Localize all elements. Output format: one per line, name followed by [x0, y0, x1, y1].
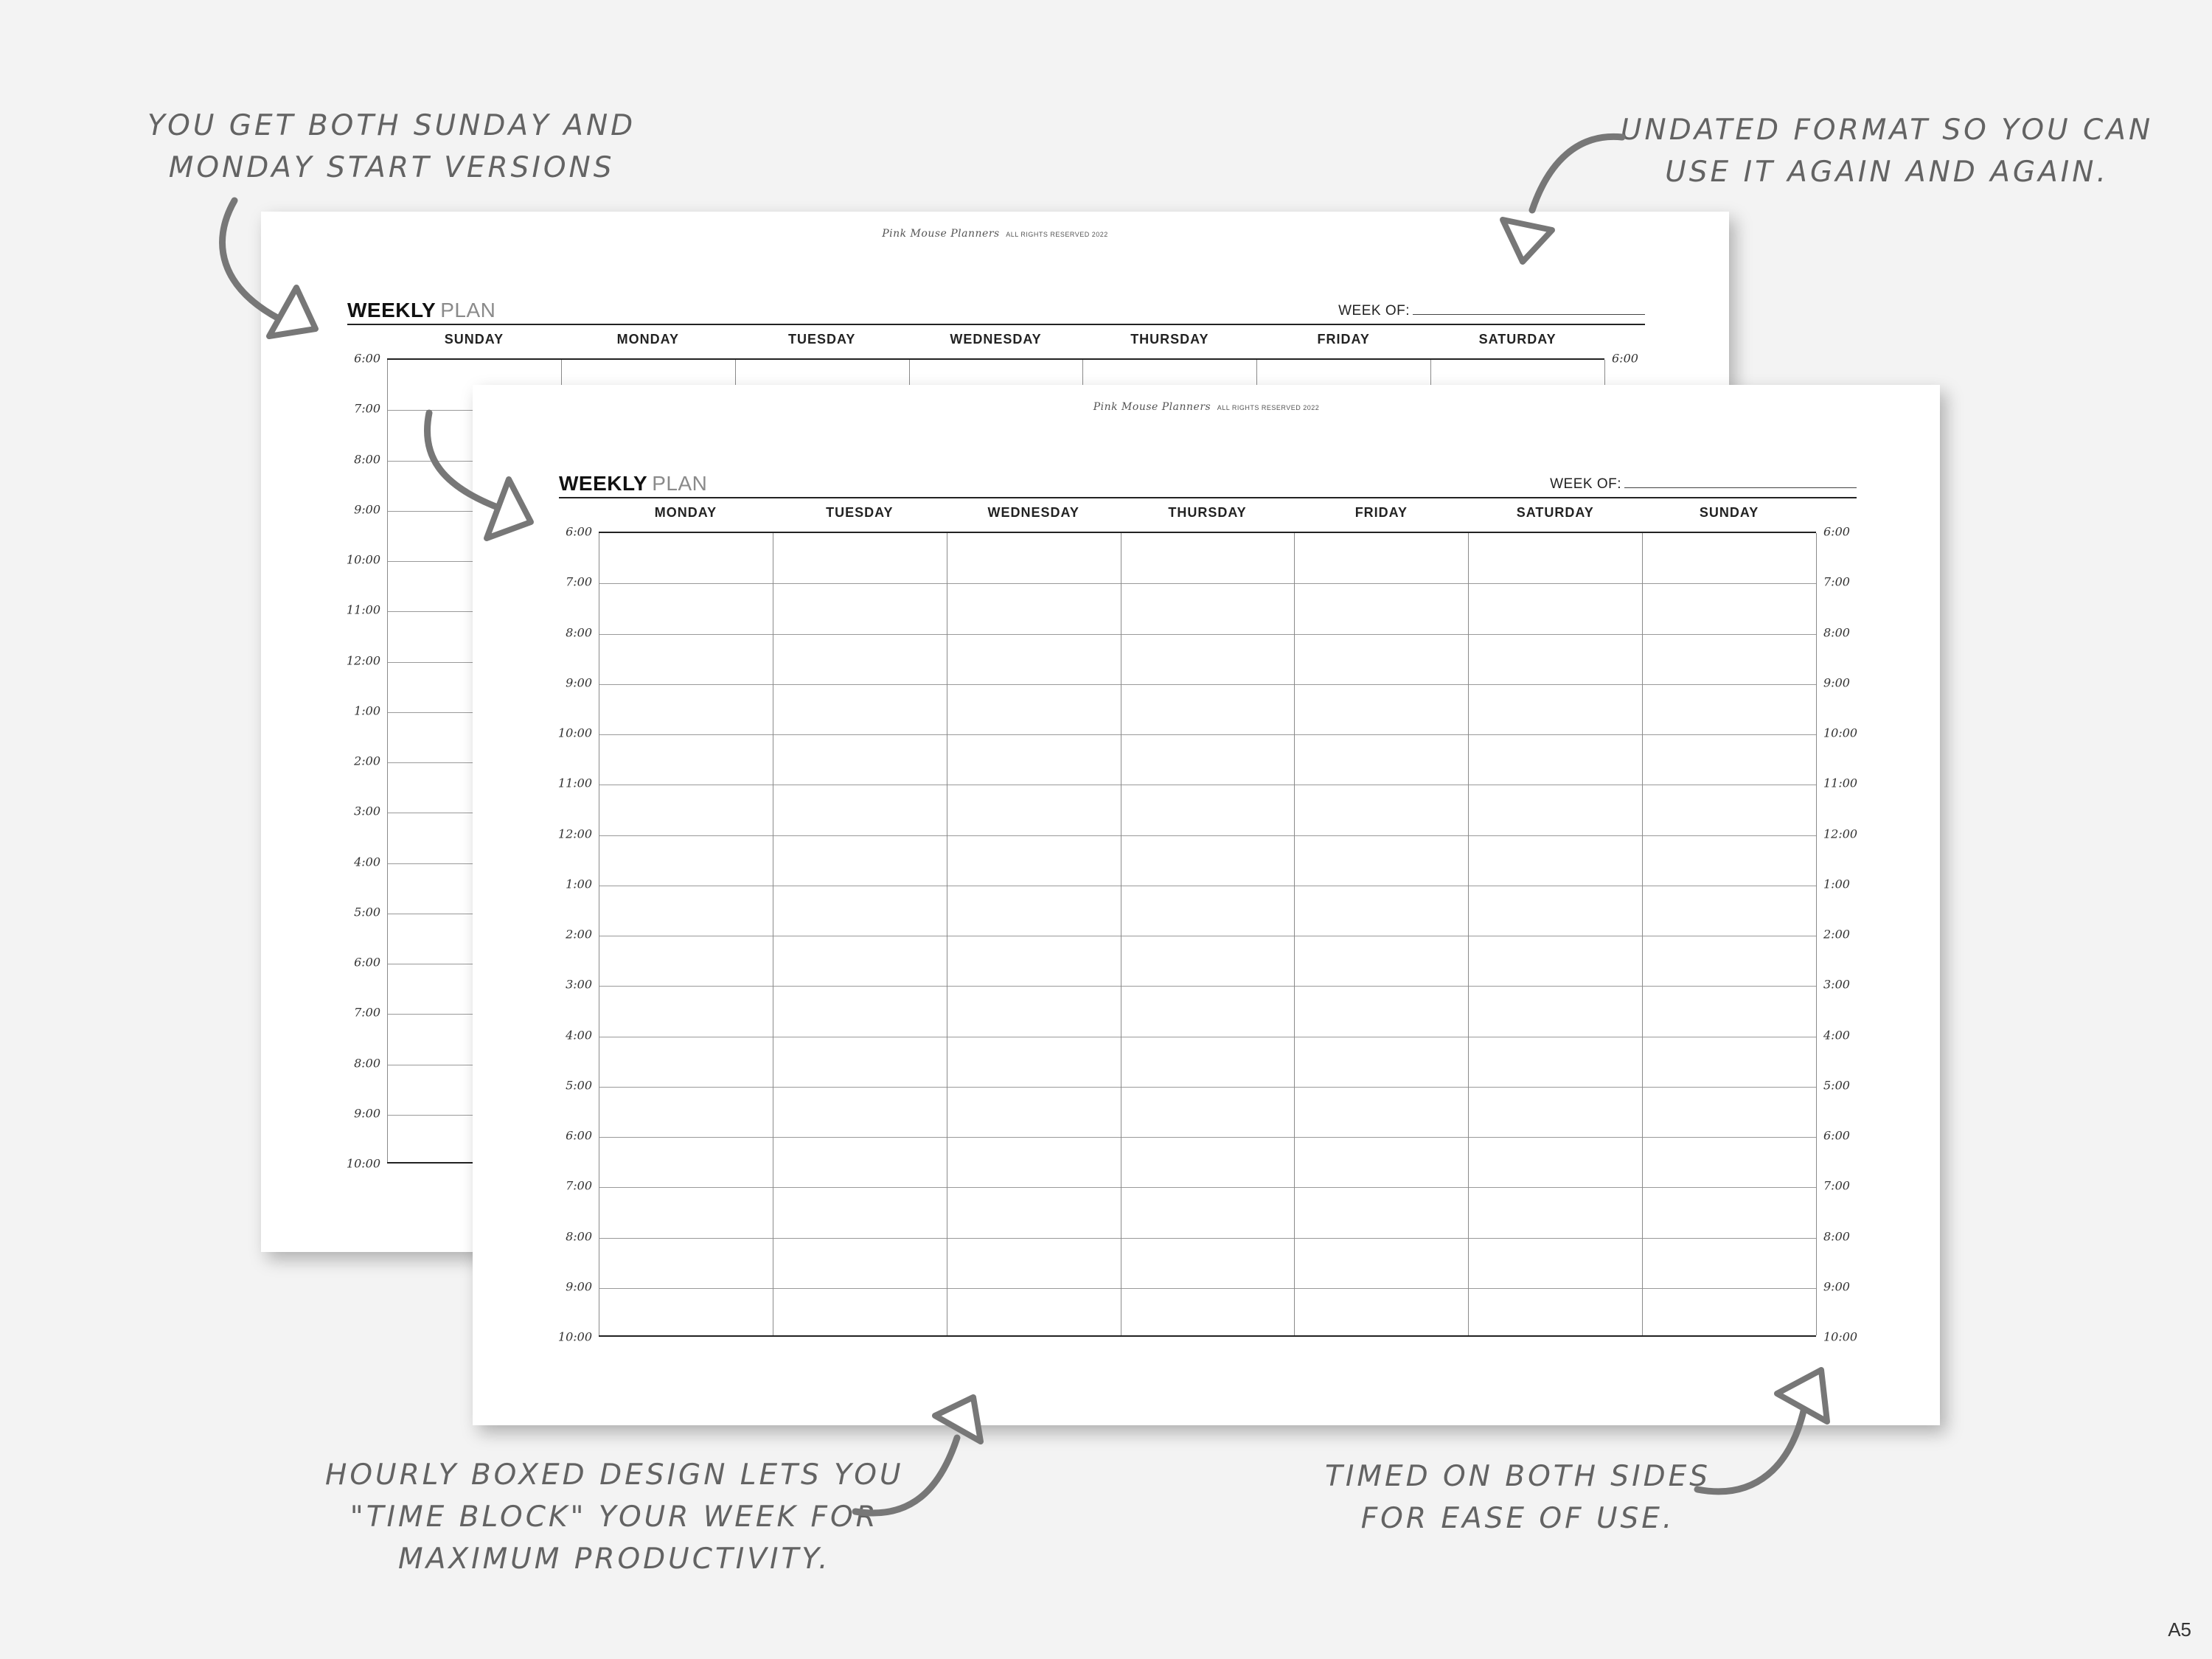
time-label: 10:00 — [557, 1329, 592, 1344]
callout-timed-both-sides — [1325, 1455, 1711, 1540]
time-label: 5:00 — [1823, 1078, 1850, 1093]
callout-line: MAXIMUM PRODUCTIVITY. — [398, 1543, 831, 1576]
time-label: 9:00 — [1823, 1279, 1850, 1294]
brand-line — [473, 401, 1940, 413]
day-column-line — [1468, 533, 1469, 1335]
time-label: 8:00 — [354, 1056, 380, 1070]
time-label: 7:00 — [1823, 574, 1850, 589]
hour-line — [599, 1137, 1816, 1138]
time-label: 2:00 — [1823, 927, 1850, 942]
hour-line — [599, 1288, 1816, 1289]
time-label: 10:00 — [1823, 1329, 1858, 1344]
callout-line: TIMED ON BOTH SIDES — [1325, 1460, 1711, 1493]
time-label: 3:00 — [1823, 977, 1850, 992]
page-title-light: PLAN — [652, 472, 708, 495]
time-label: 4:00 — [1823, 1028, 1850, 1042]
callout-line: USE IT AGAIN AND AGAIN. — [1665, 156, 2109, 189]
title-row — [559, 467, 1857, 498]
day-header: THURSDAY — [1168, 505, 1247, 520]
day-header: MONDAY — [654, 505, 717, 520]
hour-line — [599, 1087, 1816, 1088]
hour-line — [599, 684, 1816, 685]
hour-line — [599, 835, 1816, 836]
time-label: 1:00 — [354, 703, 380, 718]
hour-line — [599, 734, 1816, 735]
day-header: MONDAY — [616, 332, 679, 347]
day-header: FRIDAY — [1354, 505, 1408, 520]
time-label: 6:00 — [566, 1128, 592, 1143]
brand-line — [261, 228, 1729, 240]
time-label: 7:00 — [354, 401, 380, 416]
time-label: 12:00 — [346, 653, 380, 667]
week-of-line — [1413, 313, 1645, 315]
time-label: 2:00 — [566, 927, 592, 942]
time-label: 9:00 — [566, 675, 592, 690]
day-header: SATURDAY — [1516, 505, 1594, 520]
week-of-label: WEEK OF: — [1550, 476, 1621, 492]
week-of-line — [1624, 487, 1857, 488]
hour-line — [599, 986, 1816, 987]
page-title-bold: WEEKLY — [347, 299, 437, 321]
week-of-field — [1338, 303, 1645, 319]
time-label: 6:00 — [566, 524, 592, 539]
size-label: A5 — [2168, 1618, 2191, 1641]
day-column-line — [1816, 533, 1817, 1335]
time-label: 11:00 — [557, 776, 592, 790]
time-label: 12:00 — [557, 827, 592, 841]
time-label: 8:00 — [1823, 1229, 1850, 1243]
callout-line: FOR EASE OF USE. — [1360, 1502, 1675, 1535]
day-column-line — [1642, 533, 1643, 1335]
planner-sheet-monday-start — [473, 385, 1940, 1425]
day-header-row — [599, 505, 1816, 523]
time-label: 8:00 — [566, 1229, 592, 1243]
time-label: 7:00 — [566, 1178, 592, 1193]
brand-logo: Pink Mouse Planners — [882, 228, 1000, 240]
hour-line — [599, 1187, 1816, 1188]
time-label: 7:00 — [1823, 1178, 1850, 1193]
time-label: 1:00 — [566, 877, 592, 891]
time-label: 6:00 — [1823, 524, 1850, 539]
time-label: 9:00 — [1823, 675, 1850, 690]
time-label: 11:00 — [1823, 776, 1858, 790]
hour-line — [599, 1238, 1816, 1239]
copyright-text: ALL RIGHTS RESERVED 2022 — [1006, 231, 1108, 238]
callout-line: "TIME BLOCK" YOUR WEEK FOR — [349, 1500, 879, 1534]
time-label: 4:00 — [566, 1028, 592, 1042]
time-label: 8:00 — [354, 452, 380, 466]
time-label: 10:00 — [346, 1156, 380, 1171]
time-label: 6:00 — [354, 351, 380, 366]
page-title-bold: WEEKLY — [559, 472, 648, 495]
page-title-light: PLAN — [440, 299, 496, 321]
day-header: SUNDAY — [1699, 505, 1759, 520]
title-row — [347, 294, 1645, 325]
time-label: 5:00 — [566, 1078, 592, 1093]
day-header: SUNDAY — [444, 332, 504, 347]
callout-line: MONDAY START VERSIONS — [168, 151, 615, 184]
time-label: 9:00 — [354, 502, 380, 517]
time-label: 6:00 — [354, 955, 380, 970]
time-label: 2:00 — [354, 754, 380, 768]
hour-line — [599, 634, 1816, 635]
time-label: 11:00 — [346, 602, 380, 617]
time-label: 6:00 — [1823, 1128, 1850, 1143]
day-header: SATURDAY — [1478, 332, 1557, 347]
day-header: WEDNESDAY — [987, 505, 1079, 520]
time-label: 12:00 — [1823, 827, 1858, 841]
day-header: WEDNESDAY — [950, 332, 1042, 347]
day-header: TUESDAY — [787, 332, 856, 347]
day-column-line — [387, 360, 388, 1162]
time-label: 7:00 — [354, 1005, 380, 1020]
time-label: 9:00 — [354, 1106, 380, 1121]
time-label: 4:00 — [354, 855, 380, 869]
day-header: THURSDAY — [1130, 332, 1209, 347]
day-column-line — [1294, 533, 1295, 1335]
day-header-row — [387, 332, 1604, 349]
callout-line: UNDATED FORMAT SO YOU CAN — [1621, 114, 2154, 147]
week-of-label: WEEK OF: — [1338, 303, 1410, 319]
time-label: 10:00 — [1823, 726, 1858, 740]
time-label: 10:00 — [557, 726, 592, 740]
copyright-text: ALL RIGHTS RESERVED 2022 — [1217, 404, 1320, 411]
time-label: 6:00 — [1612, 351, 1638, 366]
time-label: 1:00 — [1823, 877, 1850, 891]
week-of-field — [1550, 476, 1857, 493]
hourly-grid — [599, 532, 1816, 1337]
time-label: 8:00 — [1823, 625, 1850, 639]
time-label: 7:00 — [566, 574, 592, 589]
callout-line: HOURLY BOXED DESIGN LETS YOU — [325, 1458, 904, 1492]
time-label: 8:00 — [566, 625, 592, 639]
callout-sunday-monday — [147, 105, 636, 189]
hour-line — [599, 583, 1816, 584]
time-label: 10:00 — [346, 552, 380, 567]
day-header: TUESDAY — [826, 505, 894, 520]
time-label: 9:00 — [566, 1279, 592, 1294]
time-label: 3:00 — [354, 804, 380, 818]
day-header: FRIDAY — [1317, 332, 1370, 347]
callout-undated — [1621, 109, 2153, 193]
time-label: 5:00 — [354, 905, 380, 919]
callout-time-block — [325, 1454, 904, 1580]
brand-logo: Pink Mouse Planners — [1093, 401, 1211, 413]
callout-line: YOU GET BOTH SUNDAY AND — [147, 109, 636, 142]
time-label: 3:00 — [566, 977, 592, 992]
